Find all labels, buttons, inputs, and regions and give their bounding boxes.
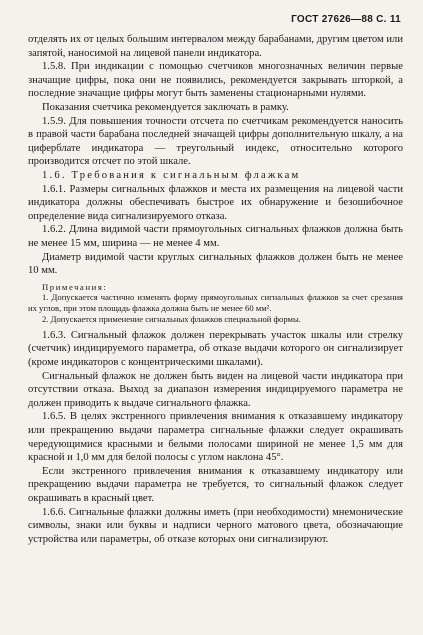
paragraph: Сигнальный флажок не должен быть виден на лицевой части индикатора при отсутствии отказа. Выход за диапазон измерения индицируемого параметра не должен приводить к выдаче сигнального флажка. [28,370,403,409]
paragraph: Диаметр видимой части круглых сигнальных флажков должен быть не менее 10 мм. [28,251,403,277]
notes-block [28,282,403,325]
paragraph: Если экстренного привлечения внимания к отказавшему индикатору или прекращению выдачи параметра не требуется, то сигнальный флажок следует окрашивать в красный цвет. [28,465,403,504]
paragraph: 1.5.9. Для повышения точности отсчета по счетчикам рекомендуется наносить в правой части барабана последней значащей цифры дополнительную шкалу, а на циферблате индикатора — треугольный индекс, относительно которого производится отсчет по этой шкале. [28,115,403,168]
section-heading: 1.6. Требования к сигнальным флажкам [42,169,301,181]
paragraph: 1.6.3. Сигнальный флажок должен перекрывать участок шкалы или стрелку (счетчик) индицируемого параметра, об отказе выдачи которого он сигнализирует (кроме индикаторов с концентрическими шкалами). [28,329,403,369]
note-item: 1. Допускается частично изменять форму прямоугольных сигнальных флажков за счет срезания их углов, при этом площадь флажка должна быть не менее 60 мм². [28,292,403,314]
note-item: 2. Допускается применение сигнальных флажков специальной формы. [42,314,301,325]
paragraph: 1.6.5. В целях экстренного привлечения внимания к отказавшему индикатору или прекращению выдачи параметра сигнальные флажки следует окрашивать чередующимися красными и белыми полосами шириной не менее 1,5 мм для красной и 1,0 мм для белой полосы с углом наклона 45°. [28,411,403,464]
paragraph: 1.5.8. При индикации с помощью счетчиков многозначных величин первые значащие цифры, пока они не появились, рекомендуется закрывать шторкой, а последние значащие цифры могут быть заменены стационарными нулями. [28,61,403,100]
paragraph: отделять их от целых большим интервалом между барабанами, другим цветом или запятой, наносимой на лицевой панели индикатора. [28,34,403,59]
paragraph: Показания счетчика рекомендуется заключать в рамку. [42,101,289,113]
paragraph: 1.6.2. Длина видимой части прямоугольных сигнальных флажков должна быть не менее 15 мм, ширина — не менее 4 мм. [28,224,403,249]
notes-title: Примечания: [42,281,108,292]
paragraph: 1.6.6. Сигнальные флажки должны иметь (при необходимости) мнемонические символы, знаки или буквы и надписи черного матового цвета, обозначающие устройства или параметры, об отказе которых они сигнализируют. [28,506,403,545]
paragraph: 1.6.1. Размеры сигнальных флажков и места их размещения на лицевой части индикатора должны обеспечивать быстрое их обнаружение и безошибочное определение вида сигнализируемого отказа. [28,183,403,222]
page-header: ГОСТ 27626—88 С. 11 [291,14,401,25]
